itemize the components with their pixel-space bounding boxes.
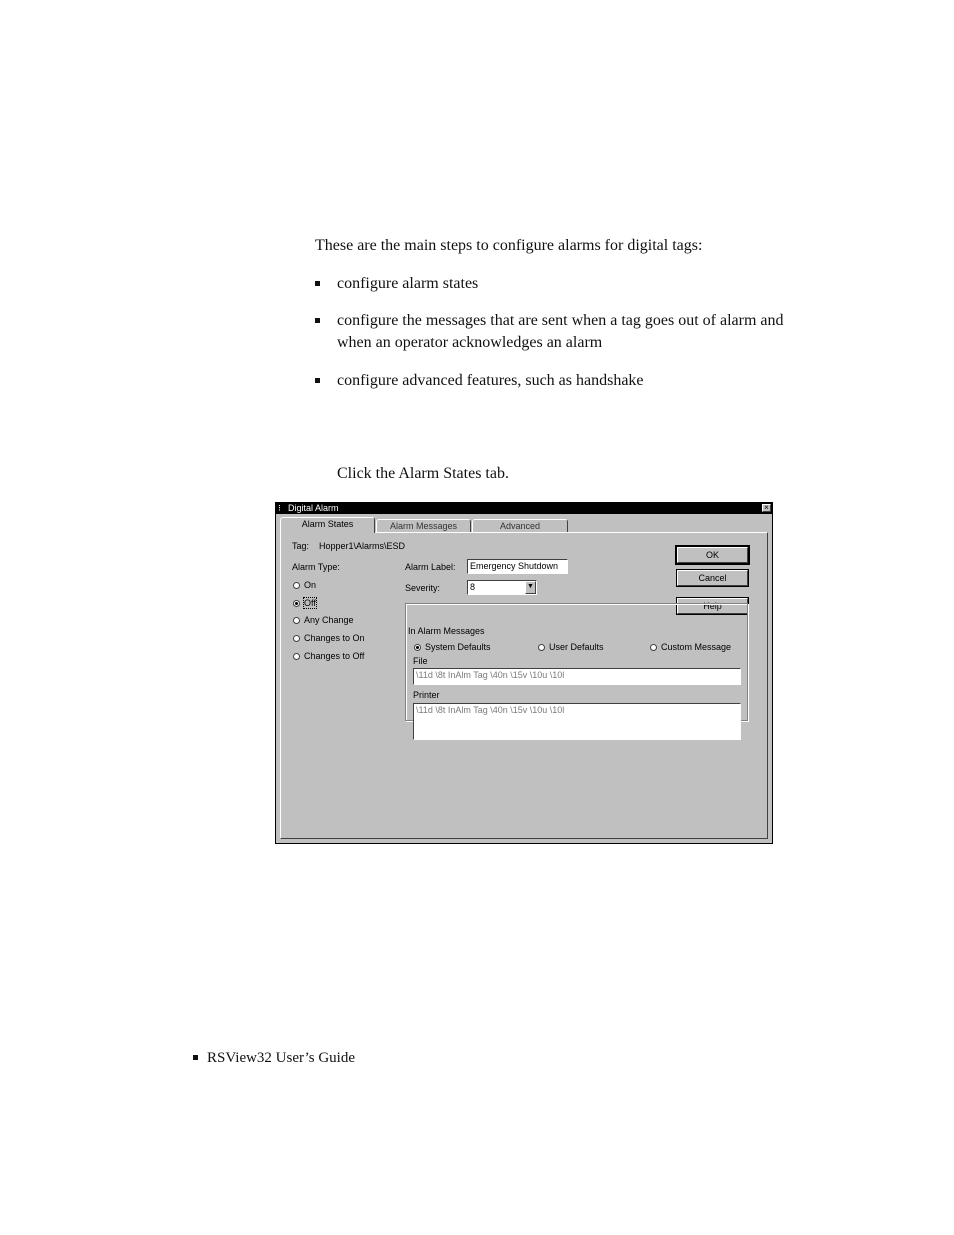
tab-alarm-states[interactable]: Alarm States xyxy=(280,517,375,533)
radio-label-changes-to-on: Changes to On xyxy=(304,633,365,643)
alarm-type-label: Alarm Type: xyxy=(292,562,340,572)
bullet-item: configure alarm states xyxy=(337,275,479,292)
alarm-label-input[interactable]: Emergency Shutdown xyxy=(467,559,568,574)
radio-custom-message[interactable] xyxy=(650,644,657,651)
radio-label-system-defaults: System Defaults xyxy=(425,642,491,652)
radio-user-defaults[interactable] xyxy=(538,644,545,651)
bullet-marker xyxy=(315,318,320,323)
bullet-marker xyxy=(315,281,320,286)
tab-advanced[interactable]: Advanced xyxy=(472,519,568,532)
alarm-label-label: Alarm Label: xyxy=(405,562,456,572)
radio-label-any-change: Any Change xyxy=(304,615,354,625)
cancel-button[interactable]: Cancel xyxy=(677,570,748,586)
radio-label-on: On xyxy=(304,580,317,590)
digital-alarm-dialog xyxy=(275,502,773,844)
file-message-field[interactable]: \11d \8t InAlm Tag \40n \15v \10u \10l xyxy=(413,668,741,685)
close-icon[interactable]: × xyxy=(762,504,771,512)
tag-label: Tag: xyxy=(292,541,310,551)
radio-label-custom-message: Custom Message xyxy=(661,642,732,652)
radio-alarm-type-on[interactable] xyxy=(293,582,300,589)
radio-label-off: Off xyxy=(304,598,316,608)
chevron-down-icon[interactable]: ▼ xyxy=(525,581,536,594)
printer-message-field[interactable]: \11d \8t InAlm Tag \40n \15v \10u \10l xyxy=(413,703,741,740)
step-instruction: Click the Alarm States tab. xyxy=(337,465,509,482)
radio-system-defaults[interactable] xyxy=(414,644,421,651)
printer-label: Printer xyxy=(413,690,440,700)
dialog-title: Digital Alarm xyxy=(288,503,339,513)
bullet-marker xyxy=(315,378,320,383)
system-menu-icon[interactable]: ⁝ xyxy=(278,503,281,513)
help-button[interactable]: Help xyxy=(677,598,748,614)
radio-alarm-type-changes-to-on[interactable] xyxy=(293,635,300,642)
intro-paragraph: These are the main steps to configure alarms for digital tags: xyxy=(315,237,703,254)
radio-label-user-defaults: User Defaults xyxy=(549,642,604,652)
page-footer: RSView32 User’s Guide xyxy=(207,1050,355,1066)
radio-alarm-type-any-change[interactable] xyxy=(293,617,300,624)
severity-value: 8 xyxy=(470,582,476,592)
file-label: File xyxy=(413,656,428,666)
footer-bullet-marker xyxy=(193,1055,198,1060)
ok-button[interactable]: OK xyxy=(677,547,748,563)
radio-alarm-type-changes-to-off[interactable] xyxy=(293,653,300,660)
bullet-item: configure the messages that are sent when a tag goes out of alarm and when an operator acknowledges an alarm xyxy=(337,312,784,351)
tab-alarm-messages[interactable]: Alarm Messages xyxy=(376,519,471,532)
radio-alarm-type-off[interactable] xyxy=(293,600,300,607)
severity-label: Severity: xyxy=(405,583,441,593)
radio-label-changes-to-off: Changes to Off xyxy=(304,651,365,661)
in-alarm-messages-legend: In Alarm Messages xyxy=(408,626,485,636)
bullet-item: configure advanced features, such as handshake xyxy=(337,372,644,389)
tag-value: Hopper1\Alarms\ESD xyxy=(319,541,406,551)
dialog-titlebar xyxy=(276,503,772,514)
severity-dropdown[interactable] xyxy=(467,580,537,595)
